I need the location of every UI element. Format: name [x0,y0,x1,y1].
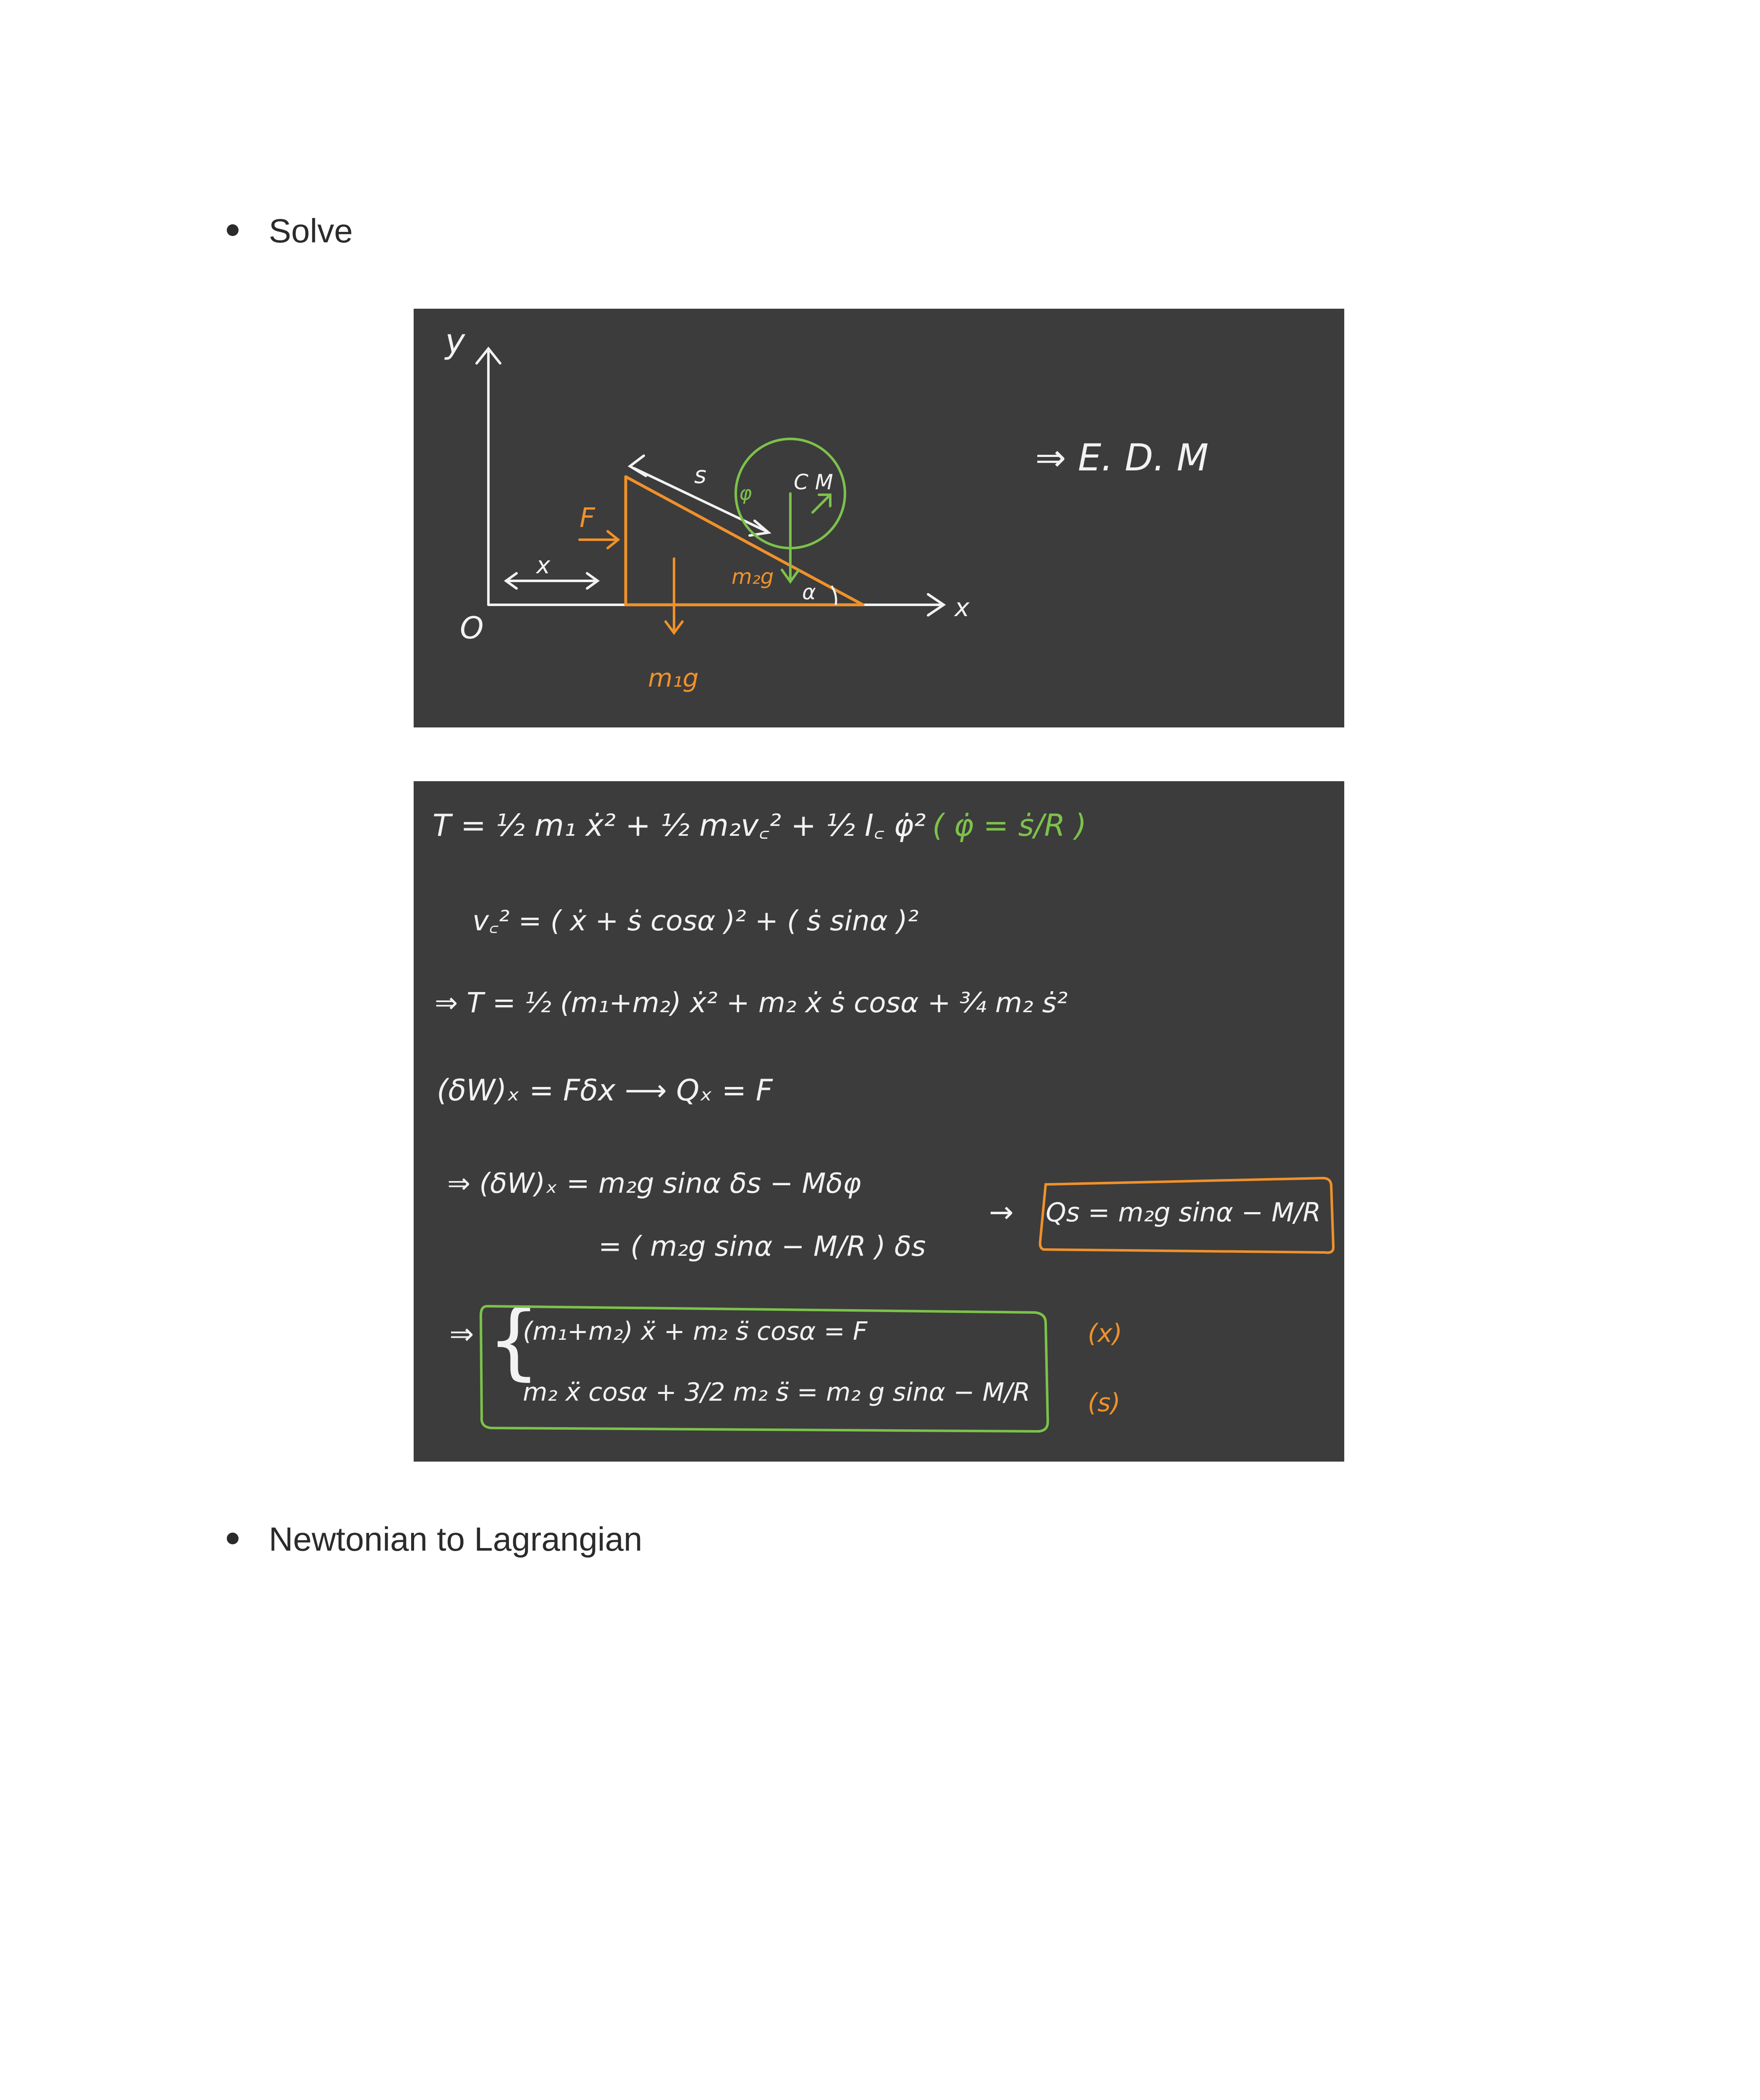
generalized-force-qs: Qs = m₂g sinα − M/R [1046,1197,1321,1228]
alpha-label: α [802,580,816,604]
y-axis-label: y [445,322,465,361]
system-brace: { [487,1292,541,1389]
velocity-eq: v꜀² = ( ẋ + ṡ cosα )² + ( ṡ sinα )² [472,905,919,937]
cm-label: C M [794,470,833,494]
bullet-text: Newtonian to Lagrangian [269,1520,643,1558]
bullet-dot [227,224,239,236]
rolling-constraint: ( φ̇ = ṡ/R ) [932,808,1087,843]
system-implies-arrow: ⇒ [449,1317,474,1351]
derivation [414,781,1344,1462]
edm-label: ⇒ E. D. M [1035,436,1209,479]
s-label: s [694,462,707,489]
kinetic-energy-simplified: ⇒ T = ½ (m₁+m₂) ẋ² + m₂ ẋ ṡ cosα + ¾ m₂ ṡ² [435,987,1068,1019]
force-label: F [580,503,595,534]
virtual-work-s: ⇒ (δW)ₓ = m₂g sinα δs − Mδφ [447,1167,861,1200]
equations-board [414,781,1344,1462]
origin-label: O [460,610,484,646]
incline-diagram [414,309,1344,727]
virtual-work-x: (δW)ₓ = Fδx ⟶ Qₓ = F [437,1073,773,1108]
bullet-dot [227,1533,239,1544]
diagram-board [414,309,1344,727]
virtual-work-s-factored: = ( m₂g sinα − M/R ) δs [598,1230,926,1263]
weight1-label: m₁g [648,664,699,693]
x-axis-label: x [955,593,970,622]
equation-tag-s: (s) [1088,1388,1121,1418]
bullet-text: Solve [269,212,353,249]
equation-of-motion-s: m₂ ẍ cosα + 3/2 m₂ s̈ = m₂ g sinα − M/R [523,1378,1031,1407]
equation-of-motion-x: (m₁+m₂) ẍ + m₂ s̈ cosα = F [523,1317,868,1346]
phi-label: φ [739,482,752,504]
weight2-label: m₂g [732,564,774,589]
result-arrow: → [989,1195,1014,1229]
kinetic-energy-eq: T = ½ m₁ ẋ² + ½ m₂v꜀² + ½ I꜀ φ̇² [433,808,926,843]
displacement-label: x [536,552,551,579]
equation-tag-x: (x) [1088,1319,1123,1348]
